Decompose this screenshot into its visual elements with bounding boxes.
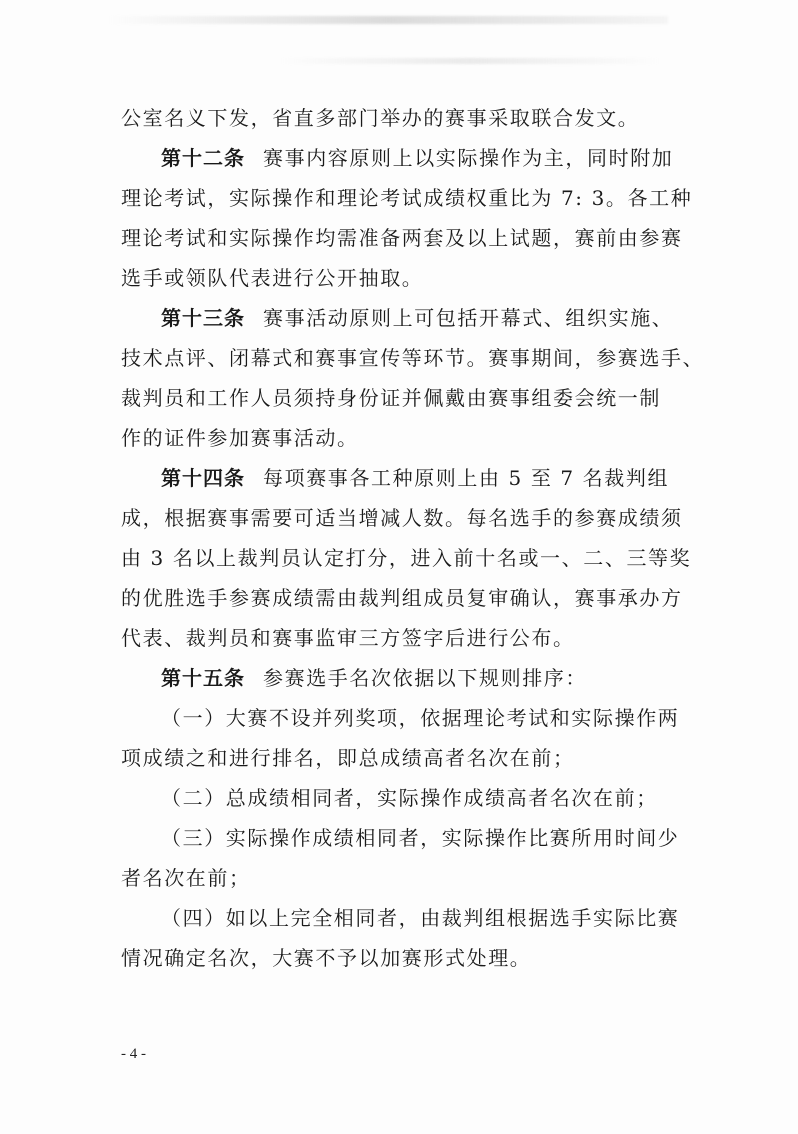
line-text: 由 3 名以上裁判员认定打分，进入前十名或一、二、三等奖 [121,546,692,570]
text-line [121,378,681,418]
text-line [121,298,681,338]
text-line [121,538,692,578]
text-line [121,858,681,898]
text-line [121,418,681,458]
text-line [121,698,681,738]
text-line [121,658,681,698]
line-text: 者名次在前； [121,866,251,890]
line-text: 作的证件参加赛事活动。 [121,426,359,450]
article-heading: 第十四条 [161,466,245,490]
text-line [121,458,681,498]
line-text: 理论考试，实际操作和理论考试成绩权重比为 7: 3。各工种 [121,186,693,210]
text-line [121,578,681,618]
line-text: 理论考试和实际操作均需准备两套及以上试题，赛前由参赛 [121,226,683,250]
line-text: （三）实际操作成绩相同者，实际操作比赛所用时间少 [161,826,680,850]
line-text: 赛事活动原则上可包括开幕式、组织实施、 [263,306,674,330]
line-text: 选手或领队代表进行公开抽取。 [121,266,424,290]
line-text: 每项赛事各工种原则上由 5 至 7 名裁判组 [263,466,670,490]
text-line [121,898,681,938]
body-text [121,98,705,978]
page-number: - 4 - [121,1046,146,1062]
text-line [121,138,681,178]
text-line [121,938,681,978]
text-line [121,98,681,138]
line-text: 成，根据赛事需要可适当增减人数。每名选手的参赛成绩须 [121,506,683,530]
line-text: （四）如以上完全相同者，由裁判组根据选手实际比赛 [161,906,680,930]
line-text: 代表、裁判员和赛事监审三方签字后进行公布。 [121,626,575,650]
line-text: 项成绩之和进行排名，即总成绩高者名次在前； [121,746,575,770]
text-line [121,258,681,298]
text-line [121,738,681,778]
text-line [121,778,681,818]
line-text: 赛事内容原则上以实际操作为主，同时附加 [263,146,674,170]
text-line [121,178,693,218]
line-text: 情况确定名次，大赛不予以加赛形式处理。 [121,946,532,970]
line-text: （一）大赛不设并列奖项，依据理论考试和实际操作两 [161,706,680,730]
line-text: 技术点评、闭幕式和赛事宣传等环节。赛事期间，参赛选手、 [121,346,705,370]
line-text: 公室名义下发，省直多部门举办的赛事采取联合发文。 [121,106,640,130]
line-text: 参赛选手名次依据以下规则排序： [263,666,587,690]
text-line [121,818,681,858]
text-line [121,218,681,258]
text-line [121,498,681,538]
line-text: （二）总成绩相同者，实际操作成绩高者名次在前； [161,786,658,810]
article-heading: 第十三条 [161,306,245,330]
text-line [121,618,681,658]
line-text: 的优胜选手参赛成绩需由裁判组成员复审确认，赛事承办方 [121,586,683,610]
line-text: 裁判员和工作人员须持身份证并佩戴由赛事组委会统一制 [121,386,661,410]
article-heading: 第十二条 [161,146,245,170]
text-line [121,338,705,378]
article-heading: 第十五条 [161,666,245,690]
scan-artifact [280,58,660,64]
scan-artifact [108,16,668,24]
